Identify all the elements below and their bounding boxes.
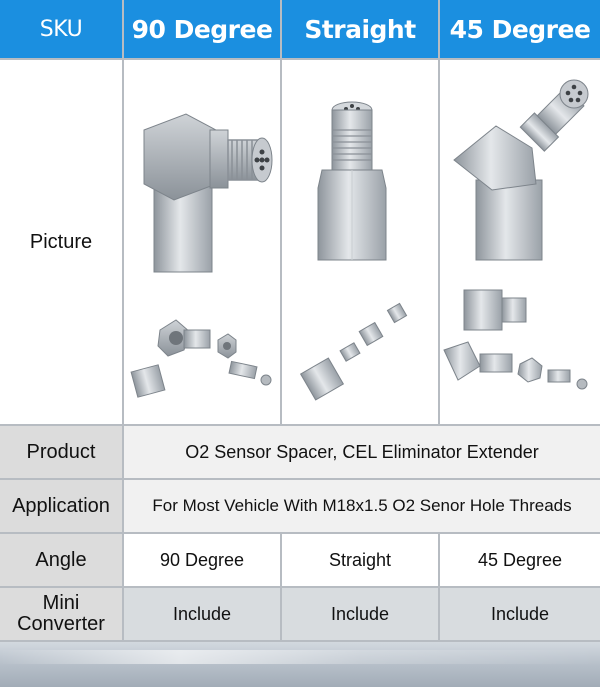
- grid-line: [280, 0, 282, 426]
- header-45-degree: 45 Degree: [440, 0, 600, 58]
- mini-converter-label-line2: Converter: [17, 613, 105, 635]
- product-value: O2 Sensor Spacer, CEL Eliminator Extender: [124, 426, 600, 478]
- sensor-spacer-90-degree-image: [124, 60, 280, 424]
- header-straight: Straight: [282, 0, 438, 58]
- product-label: Product: [0, 426, 122, 478]
- grid-line: [0, 586, 600, 588]
- angle-90-degree: 90 Degree: [124, 534, 280, 586]
- grid-line: [0, 424, 600, 426]
- picture-label: Picture: [0, 60, 122, 424]
- sensor-spacer-straight-image: [282, 60, 438, 424]
- grid-line: [122, 0, 124, 642]
- mini-converter-label: [0, 588, 122, 640]
- picture-straight: [282, 60, 438, 424]
- mini-converter-label-line1: Mini: [42, 592, 80, 614]
- angle-label: Angle: [0, 534, 122, 586]
- angle-45-degree: 45 Degree: [440, 534, 600, 586]
- grid-line: [0, 58, 600, 60]
- grid-line: [0, 640, 600, 642]
- picture-45-degree: [440, 60, 600, 424]
- application-value: For Most Vehicle With M18x1.5 O2 Senor Hole Threads: [124, 480, 600, 532]
- sensor-spacer-45-degree-image: [440, 60, 600, 424]
- grid-line: [438, 0, 440, 426]
- grid-line: [280, 534, 282, 642]
- picture-90-degree: [124, 60, 280, 424]
- header-sku: SKU: [0, 0, 122, 58]
- grid-line: [0, 478, 600, 480]
- application-label: Application: [0, 480, 122, 532]
- mini-converter-45-degree: Include: [440, 588, 600, 640]
- mini-converter-90-degree: Include: [124, 588, 280, 640]
- header-90-degree: 90 Degree: [124, 0, 280, 58]
- grid-line: [438, 534, 440, 642]
- angle-straight: Straight: [282, 534, 438, 586]
- car-background-image: [0, 640, 600, 687]
- grid-line: [0, 532, 600, 534]
- mini-converter-straight: Include: [282, 588, 438, 640]
